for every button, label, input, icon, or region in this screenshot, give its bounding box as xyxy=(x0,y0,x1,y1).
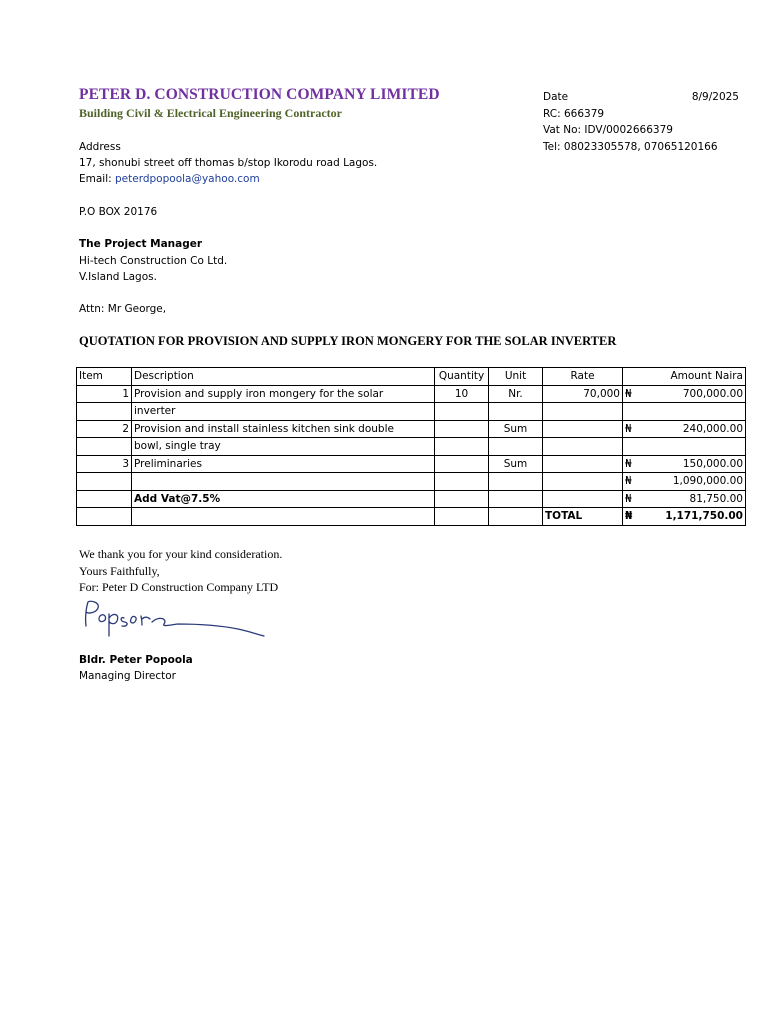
cell-currency: ₦ xyxy=(623,455,642,473)
recipient-company: Hi-tech Construction Co Ltd. xyxy=(79,255,228,267)
vat-label: Add Vat@7.5% xyxy=(132,490,435,508)
table-row xyxy=(77,385,746,403)
header-amount: Amount Naira xyxy=(641,368,746,386)
cell-quantity xyxy=(435,403,489,421)
cell-item xyxy=(77,473,132,491)
cell-quantity xyxy=(435,438,489,456)
telephone: Tel: 08023305578, 07065120166 xyxy=(543,140,718,153)
cell-quantity xyxy=(435,508,489,526)
cell-currency: ₦ xyxy=(623,385,642,403)
cell-unit xyxy=(489,473,543,491)
recipient-location: V.Island Lagos. xyxy=(79,271,157,283)
quotation-table xyxy=(76,367,746,526)
cell-rate xyxy=(543,420,623,438)
cell-unit: Nr. xyxy=(489,385,543,403)
cell-description: inverter xyxy=(132,403,435,421)
date-value: 8/9/2025 xyxy=(691,91,739,103)
signer-block xyxy=(79,652,193,684)
cell-item: 2 xyxy=(77,420,132,438)
table-row xyxy=(77,420,746,438)
cell-item xyxy=(77,490,132,508)
table-row xyxy=(77,403,746,421)
date-row xyxy=(543,89,739,106)
cell-currency xyxy=(623,438,642,456)
cell-quantity xyxy=(435,473,489,491)
cell-description: bowl, single tray xyxy=(132,438,435,456)
cell-quantity: 10 xyxy=(435,385,489,403)
email-label: Email: xyxy=(79,173,116,185)
cell-rate xyxy=(543,438,623,456)
company-name: PETER D. CONSTRUCTION COMPANY LIMITED xyxy=(79,86,440,103)
yours-faithfully: Yours Faithfully, xyxy=(79,563,160,578)
cell-item xyxy=(77,508,132,526)
cell-currency: ₦ xyxy=(623,490,642,508)
email-line xyxy=(79,171,260,187)
signer-title: Managing Director xyxy=(79,670,177,682)
cell-rate xyxy=(543,490,623,508)
date-label: Date xyxy=(543,91,569,103)
cell-currency xyxy=(623,403,642,421)
signer-name: Bldr. Peter Popoola xyxy=(79,654,193,666)
cell-item: 1 xyxy=(77,385,132,403)
cell-quantity xyxy=(435,490,489,508)
cell-amount: 240,000.00 xyxy=(641,420,746,438)
cell-amount: 700,000.00 xyxy=(641,385,746,403)
cell-item xyxy=(77,438,132,456)
subtotal-amount: 1,090,000.00 xyxy=(641,473,746,491)
for-company-line: For: Peter D Construction Company LTD xyxy=(79,580,279,594)
cell-quantity xyxy=(435,420,489,438)
quotation-heading: QUOTATION FOR PROVISION AND SUPPLY IRON MONGERY FOR THE SOLAR INVERTER xyxy=(79,334,617,348)
po-box: P.O BOX 20176 xyxy=(79,206,158,218)
attention-line: Attn: Mr George, xyxy=(79,303,167,315)
cell-amount: 150,000.00 xyxy=(641,455,746,473)
cell-rate xyxy=(543,403,623,421)
company-tagline: Building Civil & Electrical Engineering Contractor xyxy=(79,106,342,120)
cell-description xyxy=(132,473,435,491)
cell-currency: ₦ xyxy=(623,420,642,438)
cell-unit xyxy=(489,508,543,526)
cell-description: Preliminaries xyxy=(132,455,435,473)
header-rate: Rate xyxy=(543,368,623,386)
address-street: 17, shonubi street off thomas b/stop Ikorodu road Lagos. xyxy=(79,157,378,169)
total-label: TOTAL xyxy=(543,508,623,526)
cell-unit xyxy=(489,403,543,421)
cell-unit: Sum xyxy=(489,420,543,438)
cell-rate xyxy=(543,455,623,473)
vat-row xyxy=(77,490,746,508)
recipient-title: The Project Manager xyxy=(79,238,203,250)
header-description: Description xyxy=(132,368,435,386)
table-header-row xyxy=(77,368,746,386)
rc-number: RC: 666379 xyxy=(543,107,605,120)
closing-block xyxy=(79,546,282,596)
vat-amount: 81,750.00 xyxy=(641,490,746,508)
table-row xyxy=(77,438,746,456)
cell-item: 3 xyxy=(77,455,132,473)
header-quantity: Quantity xyxy=(435,368,489,386)
cell-currency: ₦ xyxy=(623,508,642,526)
cell-description: Provision and install stainless kitchen sink double xyxy=(132,420,435,438)
cell-description: Provision and supply iron mongery for the solar xyxy=(132,385,435,403)
subtotal-row xyxy=(77,473,746,491)
vat-number: Vat No: IDV/0002666379 xyxy=(543,124,673,136)
header-item: Item xyxy=(77,368,132,386)
cell-unit: Sum xyxy=(489,455,543,473)
total-amount: 1,171,750.00 xyxy=(641,508,746,526)
thanks-line: We thank you for your kind consideration. xyxy=(79,547,283,561)
cell-amount xyxy=(641,403,746,421)
cell-amount xyxy=(641,438,746,456)
cell-rate xyxy=(543,473,623,491)
cell-quantity xyxy=(435,455,489,473)
table-row xyxy=(77,455,746,473)
cell-unit xyxy=(489,438,543,456)
cell-item xyxy=(77,403,132,421)
cell-currency: ₦ xyxy=(623,473,642,491)
document-meta xyxy=(543,89,739,155)
handwritten-signature xyxy=(78,596,268,646)
cell-rate: 70,000 xyxy=(543,385,623,403)
header-currency-spacer xyxy=(623,368,642,386)
address-label: Address xyxy=(79,141,121,153)
header-unit: Unit xyxy=(489,368,543,386)
cell-unit xyxy=(489,490,543,508)
cell-description xyxy=(132,508,435,526)
total-row xyxy=(77,508,746,526)
email-link[interactable]: peterdpopoola@yahoo.com xyxy=(115,173,260,185)
